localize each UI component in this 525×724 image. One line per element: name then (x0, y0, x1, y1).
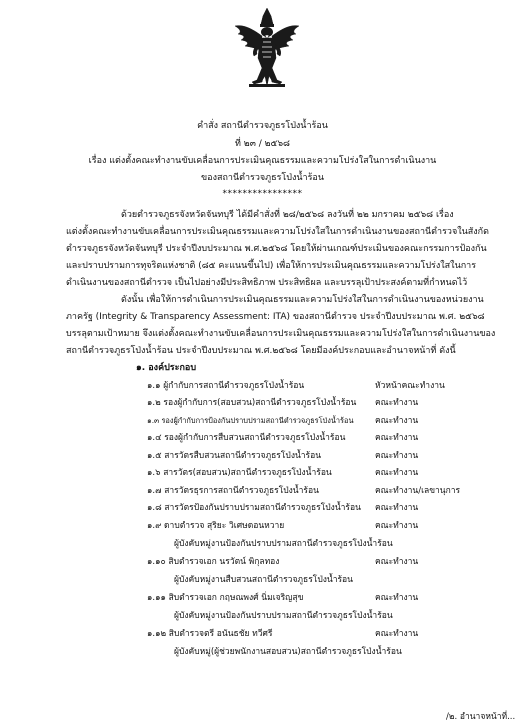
order-subject-line-2: ของสถานีตำรวจภูธรโป่งน้ำร้อน (201, 173, 324, 183)
member-role: คณะทำงาน (375, 503, 419, 513)
member-role: คณะทำงาน (375, 451, 419, 461)
member-role: คณะทำงาน (375, 433, 419, 443)
order-number: ที่ ๒๓ / ๒๕๖๘ (234, 139, 291, 149)
body-p2-line-2: ภาครัฐ (Integrity & Transparency Assessment: ITA) ของสถานีตำรวจ ประจำปีงบประมาณ พ.ศ. ๒๕๖๘ (66, 312, 485, 322)
garuda-emblem-icon (232, 6, 302, 94)
member-position: ผู้บังคับหมู่งานสืบสวนสถานีตำรวจภูธรโป่งน้ำร้อน (174, 575, 353, 585)
member-label: ๑.๖ สารวัตร(สอบสวน)สถานีตำรวจภูธรโป่งน้ำร้อน (147, 468, 332, 478)
member-label: ๑.๑ ผู้กำกับการสถานีตำรวจภูธรโป่งน้ำร้อน (147, 381, 305, 391)
member-label: ๑.๕ สารวัตรสืบสวนสถานีตำรวจภูธรโป่งน้ำร้อน (147, 451, 322, 461)
member-role: หัวหน้าคณะทำงาน (375, 381, 445, 391)
member-role: คณะทำงาน (375, 521, 419, 531)
body-p1-line-5: ดำเนินงานของสถานีตำรวจ เป็นไปอย่างมีประสิทธิภาพ ประสิทธิผล และบรรลุเป้าประสงค์ตามที่กำหนดไว้ (66, 278, 468, 288)
member-label: ๑.๒ รองผู้กำกับการ(สอบสวน)สถานีตำรวจภูธรโป่งน้ำร้อน (147, 398, 357, 408)
member-label: ๑.๓ รองผู้กำกับการป้องกันปราบปรามสถานีตำรวจภูธรโป่งน้ำร้อน (147, 416, 354, 425)
member-label: ๑.๑๑ สิบตำรวจเอก กฤษณพงศ์ นิ่มเจริญสุข (147, 593, 304, 603)
separator: **************** (222, 189, 303, 199)
member-label: ๑.๗ สารวัตรธุรการสถานีตำรวจภูธรโป่งน้ำร้อน (147, 486, 319, 496)
body-p1-line-2: แต่งตั้งคณะทำงานขับเคลื่อนการประเมินคุณธรรมและความโปร่งใสในการดำเนินงานของสถานีตำรวจในสังกัด (66, 227, 489, 237)
member-label: ๑.๙ ดาบตำรวจ สุริยะ วิเศษดอนหวาย (147, 521, 285, 531)
order-title: คำสั่ง สถานีตำรวจภูธรโป่งน้ำร้อน (197, 121, 328, 131)
body-p2-line-4: สถานีตำรวจภูธรโป่งน้ำร้อน ประจำปีงบประมาณ พ.ศ.๒๕๖๘ โดยมีองค์ประกอบและอำนาจหน้าที่ ดังนี้ (66, 346, 456, 356)
body-p1-line-1: ด้วยตำรวจภูธรจังหวัดจันทบุรี ได้มีคำสั่งที่ ๒๘/๒๕๖๘ ลงวันที่ ๒๒ มกราคม ๒๕๖๘ เรื่อง (121, 210, 454, 220)
member-position: ผู้บังคับหมู่(ผู้ช่วยพนักงานสอบสวน)สถานีตำรวจภูธรโป่งน้ำร้อน (174, 647, 402, 657)
continued-marker: /๒. อำนาจหน้าที่... (446, 712, 516, 722)
member-label: ๑.๑๒ สิบตำรวจตรี อนันธชัย ทวีศรี (147, 629, 273, 639)
member-role: คณะทำงาน (375, 557, 419, 567)
member-position: ผู้บังคับหมู่งานป้องกันปราบปรามสถานีตำรวจภูธรโป่งน้ำร้อน (174, 611, 393, 621)
member-label: ๑.๘ สารวัตรป้องกันปราบปรามสถานีตำรวจภูธรโป่งน้ำร้อน (147, 503, 361, 513)
body-p2-line-3: บรรลุตามเป้าหมาย จึงแต่งตั้งคณะทำงานขับเคลื่อนการประเมินคุณธรรมและความโปร่งใสในการดำเนินงานของ (66, 329, 496, 339)
member-position: ผู้บังคับหมู่งานป้องกันปราบปรามสถานีตำรวจภูธรโป่งน้ำร้อน (174, 539, 393, 549)
order-subject-line-1: เรื่อง แต่งตั้งคณะทำงานขับเคลื่อนการประเมินคุณธรรมและความโปร่งใสในการดำเนินงาน (88, 156, 437, 166)
member-label: ๑.๔ รองผู้กำกับการสืบสวนสถานีตำรวจภูธรโป่งน้ำร้อน (147, 433, 346, 443)
member-label: ๑.๑๐ สิบตำรวจเอก นรวัตน์ พิกุลทอง (147, 557, 280, 567)
body-p1-line-4: และปราบปรามการทุจริตแห่งชาติ (๘๕ คะแนนขึ้นไป) เพื่อให้การประเมินคุณธรรมและความโปร่งใสในการ (66, 261, 477, 271)
body-p1-line-3: ตำรวจภูธรจังหวัดจันทบุรี ประจำปีงบประมาณ พ.ศ.๒๕๖๘ โดยให้ผ่านเกณฑ์ประเมินของคณะกรรมการป้องกัน (66, 244, 487, 254)
member-role: คณะทำงาน (375, 629, 419, 639)
member-role: คณะทำงาน (375, 398, 419, 408)
member-role: คณะทำงาน (375, 593, 419, 603)
composition-heading: ๑. องค์ประกอบ (136, 363, 197, 373)
body-p2-line-1: ดังนั้น เพื่อให้การดำเนินการประเมินคุณธรรมและความโปร่งใสในการดำเนินงานของหน่วยงาน (121, 295, 484, 305)
member-role: คณะทำงาน/เลขานุการ (375, 486, 461, 496)
member-role: คณะทำงาน (375, 468, 419, 478)
member-role: คณะทำงาน (375, 416, 419, 426)
